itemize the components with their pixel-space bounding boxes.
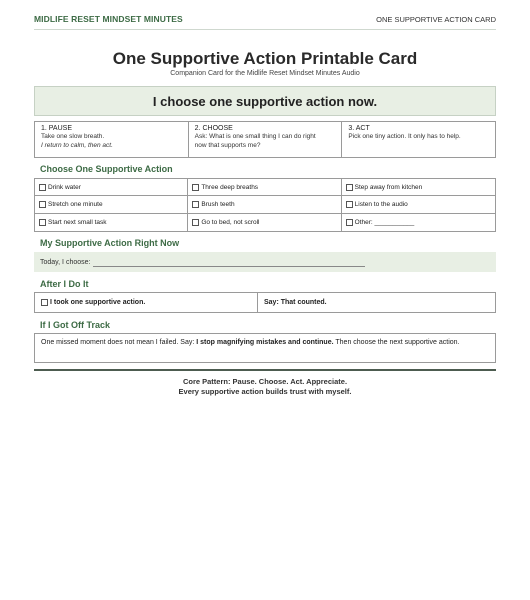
step-line: now that supports me? bbox=[194, 142, 261, 149]
checkbox-icon[interactable] bbox=[192, 219, 199, 226]
step-act bbox=[342, 122, 495, 157]
option-label: Other: ___________ bbox=[354, 218, 415, 226]
page-title: One Supportive Action Printable Card bbox=[112, 49, 418, 68]
today-choice-row bbox=[34, 252, 496, 272]
option-drink-water[interactable] bbox=[35, 179, 188, 196]
step-pause bbox=[35, 122, 189, 157]
trust-statement-text: Every supportive action builds trust with myself. bbox=[178, 387, 352, 396]
after-table bbox=[34, 292, 496, 313]
took-action-cell[interactable] bbox=[35, 293, 258, 312]
option-label: Start next small task bbox=[48, 218, 107, 226]
brand-name: MIDLIFE RESET MINDSET MINUTES bbox=[34, 14, 183, 24]
checkbox-icon[interactable] bbox=[346, 184, 353, 191]
option-label: Step away from kitchen bbox=[354, 183, 423, 191]
write-in-line[interactable] bbox=[93, 258, 365, 267]
step-line: I return to calm, then act. bbox=[41, 142, 113, 149]
option-label: Drink water bbox=[48, 183, 81, 191]
off-track-affirmation: I stop magnifying mistakes and continue. bbox=[196, 339, 334, 346]
off-track-text: One missed moment does not mean I failed. Say: bbox=[41, 339, 197, 346]
page-subtitle: Companion Card for the Midlife Reset Mindset Minutes Audio bbox=[170, 70, 360, 77]
step-heading: 1. PAUSE bbox=[41, 125, 72, 132]
checkbox-icon[interactable] bbox=[39, 219, 46, 226]
footer-divider bbox=[34, 369, 496, 371]
steps-table bbox=[34, 121, 496, 158]
say-counted-text: Say: That counted. bbox=[264, 299, 327, 306]
option-next-task[interactable] bbox=[35, 214, 188, 231]
checkbox-icon[interactable] bbox=[39, 184, 46, 191]
option-stretch[interactable] bbox=[35, 196, 188, 213]
option-label: Stretch one minute bbox=[48, 200, 103, 208]
checkbox-icon[interactable] bbox=[41, 299, 48, 306]
step-line: Take one slow breath. bbox=[41, 133, 105, 140]
after-heading: After I Do It bbox=[40, 279, 89, 289]
say-counted-cell bbox=[258, 293, 495, 312]
option-deep-breaths[interactable] bbox=[188, 179, 341, 196]
core-pattern-text: Core Pattern: Pause. Choose. Act. Appreciate. bbox=[182, 377, 348, 386]
step-heading: 2. CHOOSE bbox=[194, 125, 233, 132]
my-action-heading: My Supportive Action Right Now bbox=[40, 238, 180, 248]
choose-section-heading: Choose One Supportive Action bbox=[40, 164, 173, 174]
option-step-away[interactable] bbox=[342, 179, 495, 196]
option-go-to-bed[interactable] bbox=[188, 214, 341, 231]
option-label: Listen to the audio bbox=[354, 200, 408, 208]
checkbox-icon[interactable] bbox=[192, 201, 199, 208]
off-track-box bbox=[34, 333, 496, 363]
step-heading: 3. ACT bbox=[348, 125, 370, 132]
step-line: Ask: What is one small thing I can do right bbox=[194, 133, 316, 140]
card-label: ONE SUPPORTIVE ACTION CARD bbox=[376, 14, 496, 24]
checkbox-icon[interactable] bbox=[192, 184, 199, 191]
option-listen-audio[interactable] bbox=[342, 196, 495, 213]
option-label: Go to bed, not scroll bbox=[201, 218, 260, 226]
checkbox-icon[interactable] bbox=[346, 219, 353, 226]
option-label: Three deep breaths bbox=[201, 183, 259, 191]
took-action-label: I took one supportive action. bbox=[50, 299, 146, 306]
off-track-text-end: Then choose the next supportive action. bbox=[333, 339, 460, 346]
checkbox-icon[interactable] bbox=[346, 201, 353, 208]
option-brush-teeth[interactable] bbox=[188, 196, 341, 213]
header-divider bbox=[34, 29, 496, 30]
page-header bbox=[34, 10, 496, 28]
off-track-heading: If I Got Off Track bbox=[40, 320, 111, 330]
today-prompt: Today, I choose: bbox=[40, 258, 91, 266]
commitment-banner: I choose one supportive action now. bbox=[34, 86, 496, 116]
step-choose bbox=[189, 122, 343, 157]
step-line: Pick one tiny action. It only has to help. bbox=[348, 133, 461, 140]
option-other[interactable] bbox=[342, 214, 495, 231]
option-label: Brush teeth bbox=[201, 200, 235, 208]
action-options-grid bbox=[34, 178, 496, 232]
checkbox-icon[interactable] bbox=[39, 201, 46, 208]
